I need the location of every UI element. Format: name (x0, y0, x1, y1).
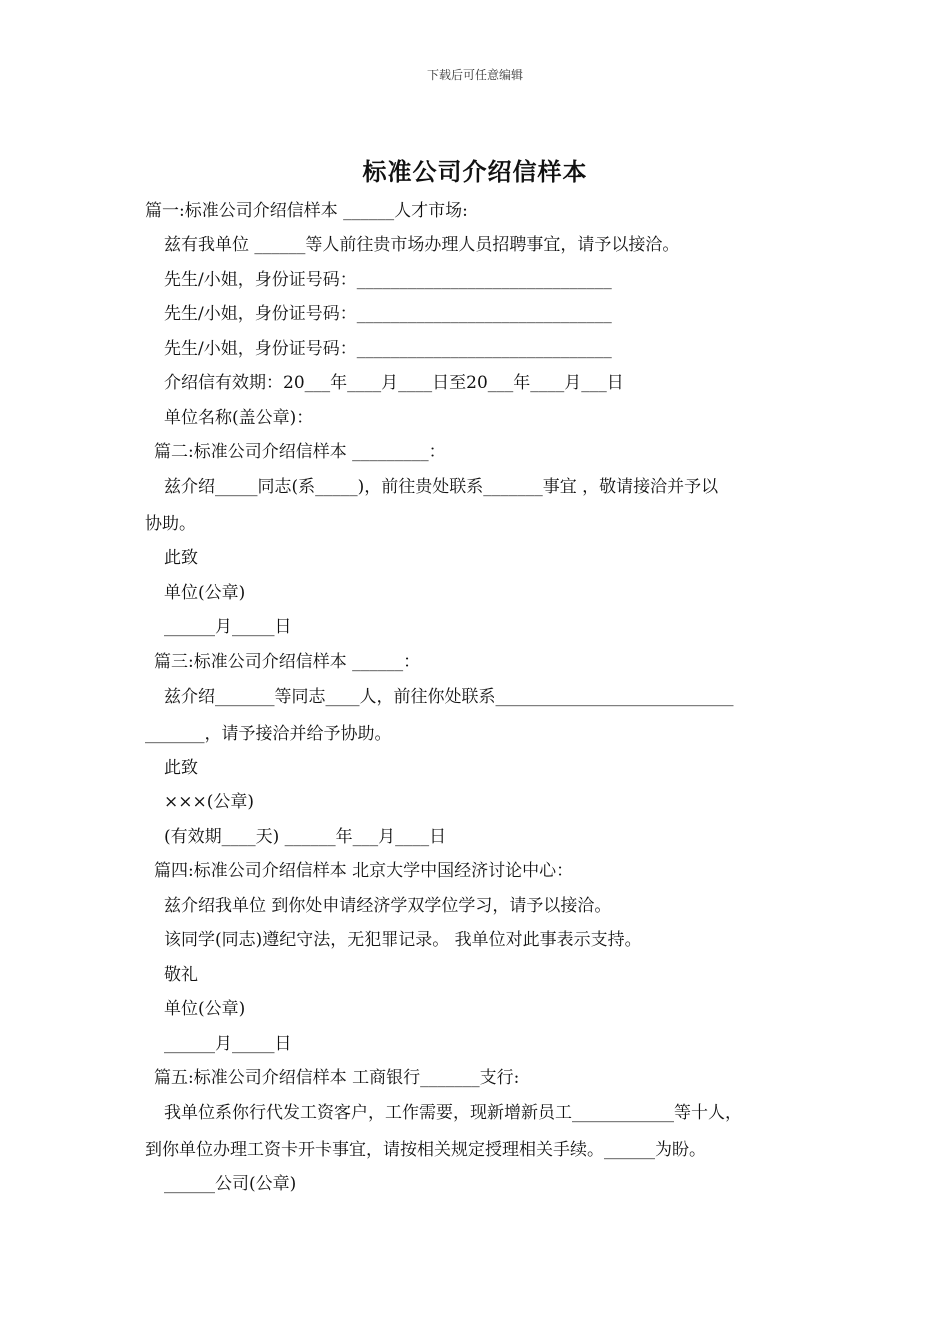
body-line: 兹介绍_____同志(系_____)，前往贵处联系_______事宜 ，敬请接洽并予以 (164, 477, 719, 497)
body-line: 敬礼 (164, 965, 198, 985)
body-line: 兹介绍_______等同志____人，前往你处联系____________________________ (164, 687, 734, 707)
section-heading: 篇一:标准公司介绍信样本 ______人才市场: (145, 201, 468, 221)
body-line: 介绍信有效期：20___年____月____日至20___年____月___日 (164, 373, 624, 393)
document-title: 标准公司介绍信样本 (362, 157, 588, 186)
body-line: 到你单位办理工资卡开卡事宜，请按相关规定授理相关手续。______为盼。 (145, 1140, 706, 1160)
body-line: 单位名称(盖公章)： (164, 408, 314, 428)
body-line: 此致 (164, 548, 198, 568)
body-line: ______月_____日 (164, 1034, 292, 1054)
section-heading: 篇二:标准公司介绍信样本 _________： (154, 442, 446, 462)
body-line: 单位(公章) (164, 583, 246, 603)
body-line: ×××(公章) (164, 792, 254, 812)
body-line: 先生/小姐，身份证号码：______________________________ (164, 339, 612, 359)
body-line: _______，请予接洽并给予协助。 (145, 724, 392, 744)
body-line: 协助。 (145, 514, 196, 534)
header-note: 下载后可任意编辑 (426, 68, 523, 82)
body-line: 兹有我单位 ______等人前往贵市场办理人员招聘事宜，请予以接洽。 (164, 235, 680, 255)
section-heading: 篇五:标准公司介绍信样本 工商银行_______支行: (154, 1068, 520, 1088)
body-line: 该同学(同志)遵纪守法，无犯罪记录。 我单位对此事表示支持。 (164, 930, 642, 950)
body-line: ______月_____日 (164, 617, 292, 637)
body-line: 先生/小姐，身份证号码：______________________________ (164, 270, 612, 290)
body-line: 兹介绍我单位 到你处申请经济学双学位学习，请予以接洽。 (164, 896, 612, 916)
body-line: 此致 (164, 758, 198, 778)
body-line: ______公司(公章) (164, 1174, 297, 1194)
body-line: (有效期____天) ______年___月____日 (164, 827, 447, 847)
body-line: 我单位系你行代发工资客户，工作需要，现新增新员工____________等十人， (164, 1103, 742, 1123)
section-heading: 篇四:标准公司介绍信样本 北京大学中国经济讨论中心： (154, 861, 574, 881)
body-line: 先生/小姐，身份证号码：______________________________ (164, 304, 612, 324)
section-heading: 篇三:标准公司介绍信样本 ______： (154, 652, 421, 672)
body-line: 单位(公章) (164, 999, 246, 1019)
